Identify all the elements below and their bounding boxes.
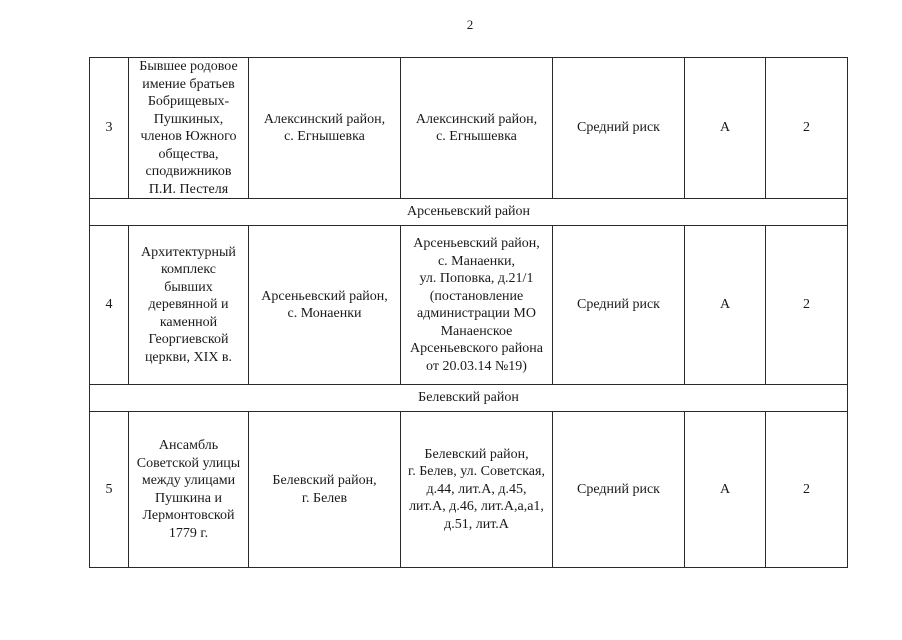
class-cell: 2 <box>766 58 848 199</box>
district-cell: Арсеньевский район, с. Монаенки <box>249 226 401 385</box>
district-header-row <box>90 385 848 412</box>
table-row <box>90 58 848 199</box>
district-cell: Алексинский район, с. Егнышевка <box>249 58 401 199</box>
address-cell: Арсеньевский район, с. Манаенки, ул. Поповка, д.21/1 (постановление администрации МО Манаенское Арсеньевского района от 20.03.14 №19) <box>401 226 553 385</box>
district-header: Белевский район <box>90 385 848 412</box>
address-cell: Алексинский район, с. Егнышевка <box>401 58 553 199</box>
heritage-table <box>89 57 848 568</box>
class-cell: 2 <box>766 226 848 385</box>
object-name-cell: Ансамбль Советской улицы между улицами Пушкина и Лермонтовской 1779 г. <box>129 412 249 568</box>
table-row <box>90 412 848 568</box>
row-number-cell: 4 <box>90 226 129 385</box>
object-name-cell: Бывшее родовое имение братьев Бобрищевых- Пушкиных, членов Южного общества, сподвижников П.И. Пестеля <box>129 58 249 199</box>
category-cell: А <box>685 412 766 568</box>
address-cell: Белевский район, г. Белев, ул. Советская, д.44, лит.А, д.45, лит.А, д.46, лит.А,а,а1, д.51, лит.А <box>401 412 553 568</box>
table-row <box>90 226 848 385</box>
district-cell: Белевский район, г. Белев <box>249 412 401 568</box>
risk-level-cell: Средний риск <box>553 58 685 199</box>
district-header-row <box>90 199 848 226</box>
district-header: Арсеньевский район <box>90 199 848 226</box>
category-cell: А <box>685 58 766 199</box>
risk-level-cell: Средний риск <box>553 412 685 568</box>
category-cell: А <box>685 226 766 385</box>
row-number-cell: 3 <box>90 58 129 199</box>
row-number-cell: 5 <box>90 412 129 568</box>
risk-level-cell: Средний риск <box>553 226 685 385</box>
object-name-cell: Архитектурный комплекс бывших деревянной и каменной Георгиевской церкви, XIX в. <box>129 226 249 385</box>
page-number: 2 <box>466 17 474 32</box>
class-cell: 2 <box>766 412 848 568</box>
